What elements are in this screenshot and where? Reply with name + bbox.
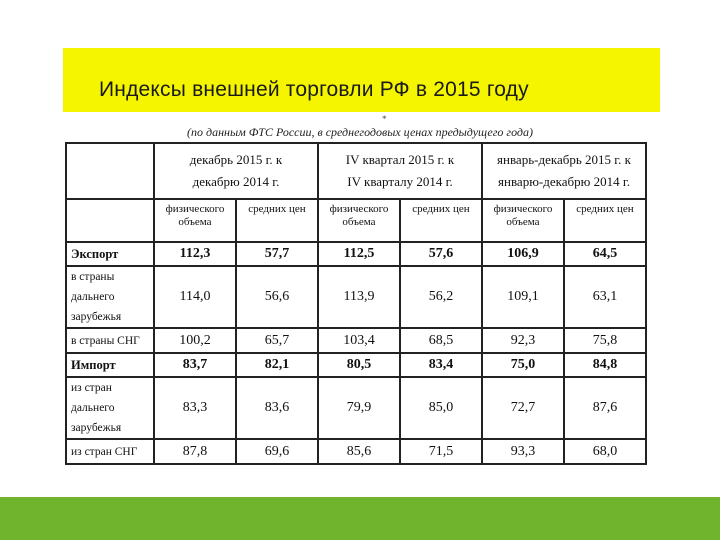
row-label: Экспорт [66,242,154,266]
subheader-prices: средних цен [236,199,318,242]
caption-mark: * [382,114,387,124]
row-label: из стран СНГ [66,439,154,464]
table-cell: 82,1 [236,353,318,377]
corner-cell [66,143,154,199]
subheader-physical: физического объема [318,199,400,242]
subheader-physical: физического объема [154,199,236,242]
table-cell: 92,3 [482,328,564,353]
period-header-row [66,143,646,199]
table-caption: (по данным ФТС России, в среднегодовых ценах предыдущего года) [187,125,533,139]
table-cell: 57,6 [400,242,482,266]
table-cell: 83,6 [236,377,318,439]
table-row [66,328,646,353]
table-cell: 100,2 [154,328,236,353]
table-cell: 84,8 [564,353,646,377]
table-cell: 83,7 [154,353,236,377]
subheader-prices: средних цен [564,199,646,242]
table-cell: 87,6 [564,377,646,439]
table-cell: 83,4 [400,353,482,377]
table-row-import [66,353,646,377]
table-cell: 109,1 [482,266,564,328]
table-row-export [66,242,646,266]
period-line: декабрю 2014 г. [192,174,280,189]
period-header [482,143,646,199]
table-cell: 69,6 [236,439,318,464]
period-line: IV квартал 2015 г. к [345,152,455,167]
subheader-empty-cell [66,199,154,242]
table-cell: 72,7 [482,377,564,439]
table-cell: 103,4 [318,328,400,353]
row-label: в страны дальнего зарубежья [66,266,154,328]
page-title: Индексы внешней торговли РФ в 2015 году [99,78,529,101]
table-cell: 112,3 [154,242,236,266]
table-cell: 79,9 [318,377,400,439]
table-cell: 75,8 [564,328,646,353]
table-cell: 68,5 [400,328,482,353]
table-cell: 113,9 [318,266,400,328]
period-line: IV кварталу 2014 г. [347,174,453,189]
table-row [66,266,646,328]
table-cell: 56,6 [236,266,318,328]
trade-index-table [65,142,647,465]
table-cell: 80,5 [318,353,400,377]
row-label: Импорт [66,353,154,377]
footer-accent-bar [0,497,720,540]
table-cell: 87,8 [154,439,236,464]
period-line: декабрь 2015 г. к [189,152,283,167]
table-cell: 68,0 [564,439,646,464]
period-line: январю-декабрю 2014 г. [498,174,630,189]
table-cell: 112,5 [318,242,400,266]
period-line: январь-декабрь 2015 г. к [497,152,631,167]
title-band [63,48,660,112]
table-row [66,439,646,464]
table-cell: 85,6 [318,439,400,464]
row-label: из стран дальнего зарубежья [66,377,154,439]
subheader-row [66,199,646,242]
period-header [318,143,482,199]
table-cell: 106,9 [482,242,564,266]
table-cell: 56,2 [400,266,482,328]
table-cell: 57,7 [236,242,318,266]
table-cell: 63,1 [564,266,646,328]
row-label: в страны СНГ [66,328,154,353]
table-cell: 114,0 [154,266,236,328]
table-cell: 75,0 [482,353,564,377]
table-row [66,377,646,439]
table-cell: 71,5 [400,439,482,464]
subheader-prices: средних цен [400,199,482,242]
table-cell: 64,5 [564,242,646,266]
table-cell: 65,7 [236,328,318,353]
subheader-physical: физического объема [482,199,564,242]
period-header [154,143,318,199]
table-cell: 93,3 [482,439,564,464]
table-cell: 85,0 [400,377,482,439]
table-cell: 83,3 [154,377,236,439]
